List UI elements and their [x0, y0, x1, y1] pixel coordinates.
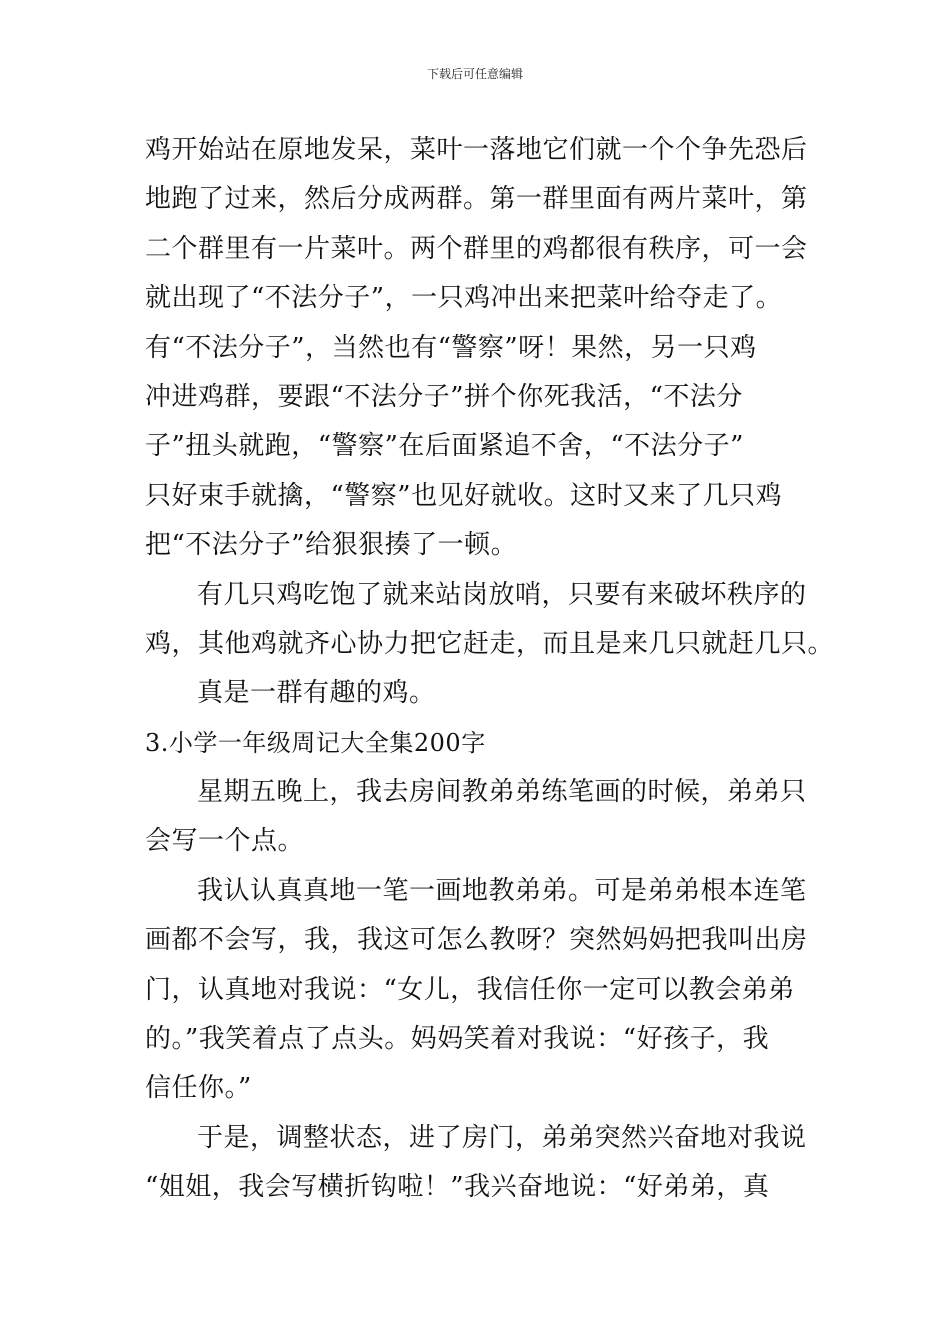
text-line: “姐姐，我会写横折钩啦！”我兴奋地说：“好弟弟，真	[145, 1172, 770, 1203]
text-line: 只好束手就擒，“警察”也见好就收。这时又来了几只鸡	[145, 480, 783, 511]
text-line: 信任你。”	[145, 1073, 252, 1104]
text-line: 画都不会写，我，我这可怎么教呀？突然妈妈把我叫出房	[145, 925, 808, 956]
section-heading: 3.小学一年级周记大全集200字	[145, 728, 486, 757]
text-line: 我认认真真地一笔一画地教弟弟。可是弟弟根本连笔	[197, 875, 807, 906]
text-line: 鸡，其他鸡就齐心协力把它赶走，而且是来几只就赶几只。	[145, 628, 835, 659]
text-line: 的。”我笑着点了点头。妈妈笑着对我说：“好孩子，我	[145, 1024, 770, 1055]
text-line: 鸡开始站在原地发呆，菜叶一落地它们就一个个争先恐后	[145, 135, 808, 165]
text-line: 真是一群有趣的鸡。	[197, 678, 436, 709]
document-body	[145, 126, 835, 1213]
text-line: 门，认真地对我说：“女儿，我信任你一定可以教会弟弟	[145, 974, 795, 1005]
text-line: 有“不法分子”，当然也有“警察”呀！果然，另一只鸡	[145, 332, 757, 363]
text-line: 有几只鸡吃饱了就来站岗放哨，只要有来破坏秩序的	[197, 579, 807, 610]
text-line: 就出现了“不法分子”，一只鸡冲出来把菜叶给夺走了。	[145, 283, 783, 314]
text-line: 地跑了过来，然后分成两群。第一群里面有两片菜叶，第	[145, 184, 808, 215]
text-line: 于是，调整状态，进了房门，弟弟突然兴奋地对我说	[197, 1122, 807, 1153]
text-line: 冲进鸡群，要跟“不法分子”拼个你死我活，“不法分	[145, 381, 743, 412]
text-line: 二个群里有一片菜叶。两个群里的鸡都很有秩序，可一会	[145, 233, 808, 264]
text-line: 会写一个点。	[145, 826, 305, 857]
page-header: 下载后可任意编辑	[426, 67, 523, 81]
text-line: 星期五晚上，我去房间教弟弟练笔画的时候，弟弟只	[197, 777, 807, 808]
text-line: 子”扭头就跑，“警察”在后面紧追不舍，“不法分子”	[145, 431, 744, 462]
text-line: 把“不法分子”给狠狠揍了一顿。	[145, 530, 518, 561]
